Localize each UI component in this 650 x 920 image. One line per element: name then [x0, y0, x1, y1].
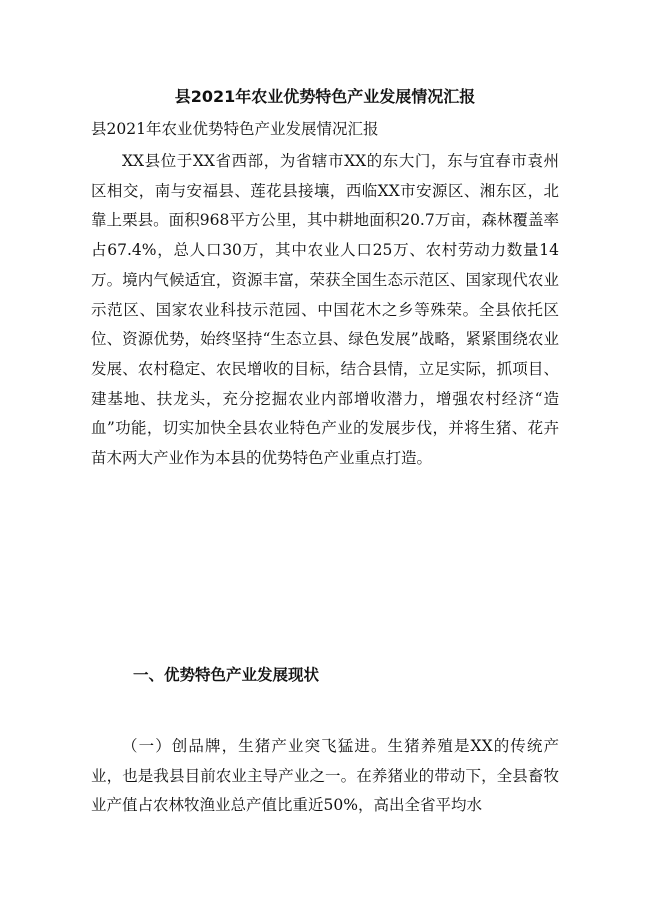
section-heading: 一、优势特色产业发展现状: [133, 665, 320, 684]
document-subtitle: 县2021年农业优势特色产业发展情况汇报: [91, 120, 379, 138]
document-title: 县2021年农业优势特色产业发展情况汇报: [174, 87, 476, 106]
intro-paragraph: XX县位于XX省西部，为省辖市XX的东大门，东与宜春市袁州区相交，南与安福县、莲花县接壤，西临XX市安源区、湘东区，北靠上栗县。面积968平方公里，其中耕地面积20.7万亩，森林覆盖率占67.4%，总人口30万，其中农业人口25万、农村劳动力数量14万。境内气候适宜，资源丰富，荣获全国生态示范区、国家现代农业示范区、国家农业科技示范园、中国花木之乡等殊荣。全县依托区位、资源优势，始终坚持“生态立县、绿色发展”战略，紧紧围绕农业发展、农村稳定、农民增收的目标，结合县情，立足实际，抓项目、建基地、扶龙头，充分挖掘农业内部增收潜力，增强农村经济“造血”功能，切实加快全县农业特色产业的发展步伐，并将生猪、花卉苗木两大产业作为本县的优势特色产业重点打造。: [91, 152, 559, 468]
section-paragraph: （一）创品牌，生猪产业突飞猛进。生猪养殖是XX的传统产业，也是我县目前农业主导产业之一。在养猪业的带动下，全县畜牧业产值占农林牧渔业总产值比重近50%，高出全省平均水: [91, 737, 559, 815]
